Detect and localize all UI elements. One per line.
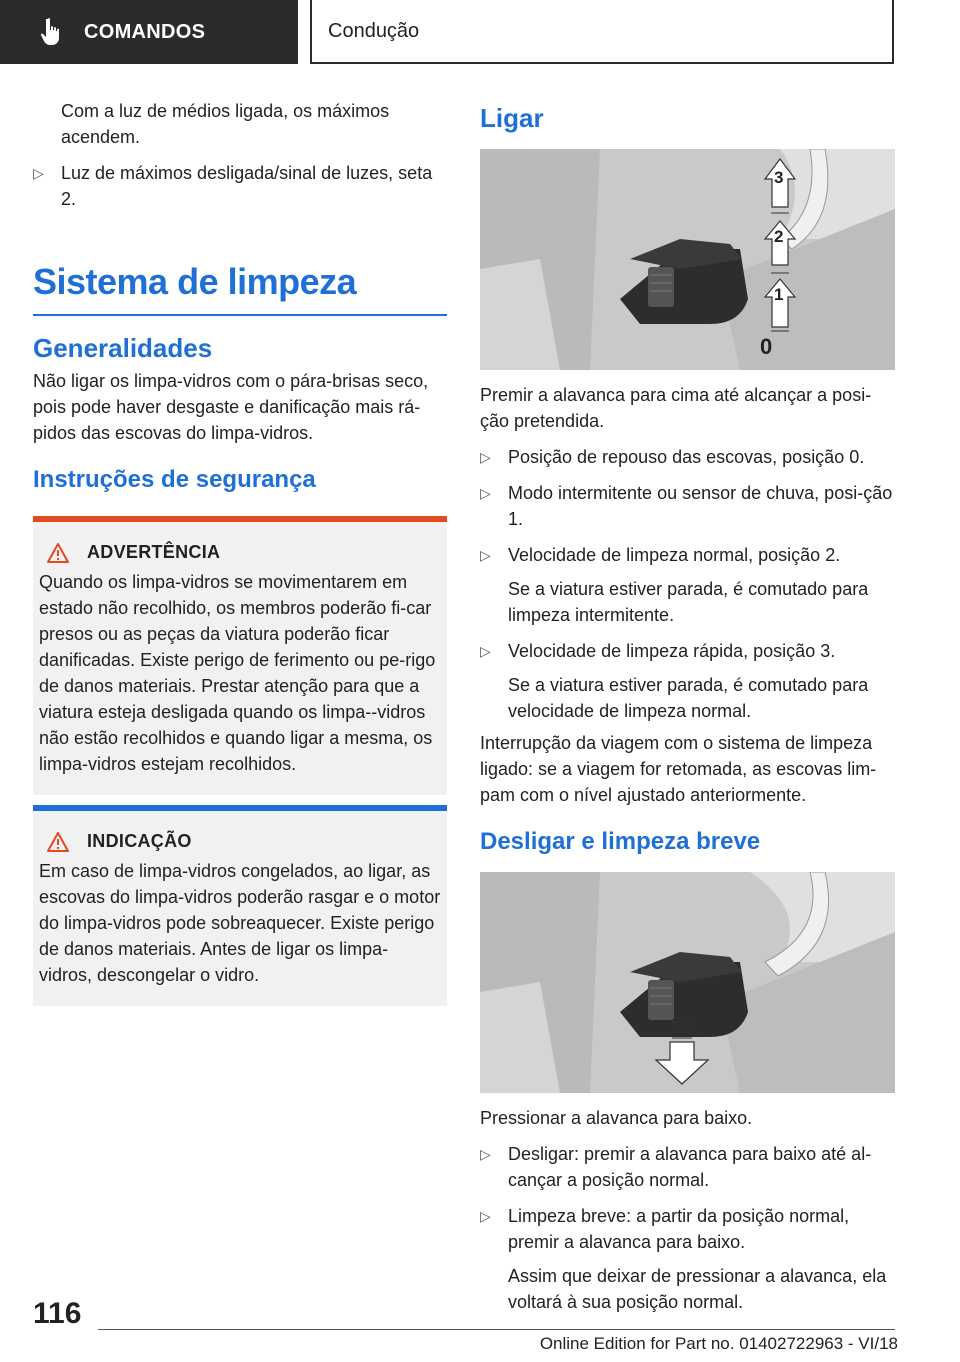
position-label: 2	[774, 227, 784, 246]
off-heading: Desligar e limpeza breve	[480, 828, 761, 855]
position-label: 0	[760, 334, 773, 359]
warning-title: ADVERTÊNCIA	[87, 542, 221, 562]
interruption-text: Interrupção da viagem com o sistema de limpeza ligado: se a viagem for retomada, as escovas lim-pam com o nível ajustado anteriormente.	[480, 733, 877, 805]
list-item-text: Desligar: premir a alavanca para baixo até al-cançar a posição normal.	[508, 1144, 872, 1190]
list-item-text: Limpeza breve: a partir da posição normal, premir a alavanca para baixo.	[508, 1206, 850, 1252]
right-column	[480, 102, 895, 1315]
list-item	[480, 444, 895, 470]
warning-triangle-icon	[47, 543, 69, 563]
wiper-lever-up-image	[480, 149, 895, 370]
off-intro: Pressionar a alavanca para baixo.	[480, 1108, 753, 1128]
note-title: INDICAÇÃO	[87, 831, 192, 851]
general-text: Não ligar os limpa-vidros com o pára-brisas seco, pois pode haver desgaste e danificação mais rá-pidos das escovas do limpa-vidros.	[33, 371, 429, 443]
general-heading: Generalidades	[33, 333, 213, 363]
list-item-text: Velocidade de limpeza rápida, posição 3.	[508, 641, 836, 661]
list-item	[480, 1203, 895, 1255]
triangle-bullet-icon: ▷	[480, 1146, 491, 1162]
list-item	[480, 638, 895, 664]
safety-heading: Instruções de segurança	[33, 466, 316, 493]
wiper-lever-down-image	[480, 872, 895, 1093]
intro-continuation: Com a luz de médios ligada, os máximos acendem.	[61, 101, 390, 147]
list-item	[480, 542, 895, 568]
warning-text: Quando os limpa-vidros se movimentarem em estado não recolhido, os membros poderão fi-car presos ou as peças da viatura poderão ficar danificadas. Existe perigo de ferimento ou pe-rigo de danos materiais. Prestar atenção para que a viatura esteja desligada quando os limpa--vidros não estão recolhidos e quando ligar a mesma, os limpa-vidros estejam recolhidos.	[39, 572, 436, 774]
list-item	[480, 480, 895, 532]
wiper-lever-up-illustration	[480, 149, 895, 370]
list-item-text: Posição de repouso das escovas, posição 0.	[508, 447, 865, 467]
edition-text: Online Edition for Part no. 01402722963 - VI/18	[539, 1334, 898, 1353]
position-label: 1	[774, 285, 784, 304]
triangle-bullet-icon: ▷	[480, 643, 491, 659]
list-item-text: Modo intermitente ou sensor de chuva, posi-ção 1.	[508, 483, 893, 529]
warning-triangle-icon	[47, 832, 69, 852]
list-item-text: Velocidade de limpeza normal, posição 2.	[508, 545, 841, 565]
chapter-tab	[0, 0, 298, 64]
sub-note: Se a viatura estiver parada, é comutado para limpeza intermitente.	[508, 579, 869, 625]
list-item	[480, 1141, 895, 1193]
section-header	[310, 0, 894, 64]
sub-note: Assim que deixar de pressionar a alavanca, ela voltará à sua posição normal.	[508, 1266, 887, 1312]
triangle-bullet-icon: ▷	[480, 547, 491, 563]
list-item-text: Luz de máximos desligada/sinal de luzes, seta 2.	[61, 163, 433, 209]
hand-pointer-icon	[38, 17, 64, 47]
warning-box	[33, 516, 447, 795]
on-intro: Premir a alavanca para cima até alcançar a posi-ção pretendida.	[480, 385, 872, 431]
wiper-lever-down-illustration	[480, 872, 895, 1093]
left-column	[33, 98, 447, 1006]
note-text: Em caso de limpa-vidros congelados, ao ligar, as escovas do limpa-vidros poderão rasgar e o motor do limpa-vidros pode sobreaquecer. Existe perigo de danos materiais. Antes de ligar os limpa-vidros, descongelar o vidro.	[39, 861, 441, 985]
note-box	[33, 805, 447, 1006]
page-number: 116	[33, 1297, 82, 1330]
footer-rule	[98, 1329, 895, 1330]
on-heading: Ligar	[480, 103, 544, 133]
triangle-bullet-icon: ▷	[480, 1208, 491, 1224]
list-item	[33, 160, 447, 212]
page-title: Sistema de limpeza	[33, 261, 357, 302]
chapter-label: COMANDOS	[84, 20, 206, 43]
triangle-bullet-icon: ▷	[33, 165, 44, 181]
sub-note: Se a viatura estiver parada, é comutado para velocidade de limpeza normal.	[508, 675, 869, 721]
position-label: 3	[774, 168, 784, 187]
section-label: Condução	[328, 19, 420, 42]
triangle-bullet-icon: ▷	[480, 485, 491, 501]
triangle-bullet-icon: ▷	[480, 449, 491, 465]
